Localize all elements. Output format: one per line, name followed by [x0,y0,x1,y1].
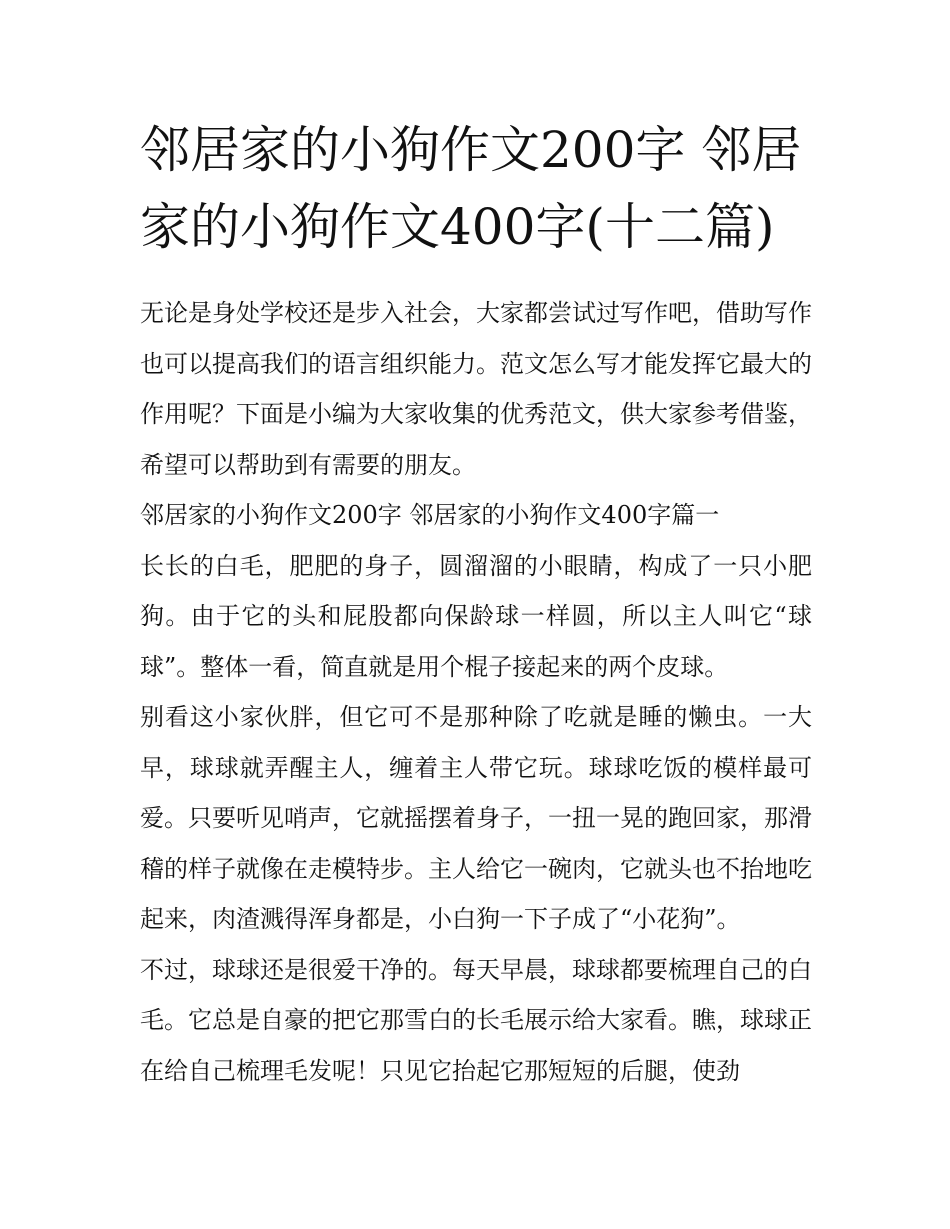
body-paragraph: 长长的白毛，肥肥的身子，圆溜溜的小眼睛，构成了一只小肥狗。由于它的头和屁股都向保龄球一样圆，所以主人叫它“球球”。整体一看，简直就是用个棍子接起来的两个皮球。 [140,551,812,681]
document-title: 邻居家的小狗作文200字 邻居家的小狗作文400字(十二篇) [140,121,802,256]
section-heading: 邻居家的小狗作文200字 邻居家的小狗作文400字篇一 [140,501,720,529]
document-body [140,288,812,1096]
body-paragraph: 别看这小家伙胖，但它可不是那种除了吃就是睡的懒虫。一大早，球球就弄醒主人，缠着主人带它玩。球球吃饭的模样最可爱。只要听见哨声，它就摇摆着身子，一扭一晃的跑回家，那滑稽的样子就像在走模特步。主人给它一碗肉，它就头也不抬地吃起来，肉渣溅得浑身都是，小白狗一下子成了“小花狗”。 [140,703,812,933]
document-page [140,112,812,1096]
body-paragraph: 不过，球球还是很爱干净的。每天早晨，球球都要梳理自己的白毛。它总是自豪的把它那雪白的长毛展示给大家看。瞧，球球正在给自己梳理毛发呢！只见它抬起它那短短的后腿，使劲 [140,955,812,1085]
intro-paragraph: 无论是身处学校还是步入社会，大家都尝试过写作吧，借助写作也可以提高我们的语言组织能力。范文怎么写才能发挥它最大的作用呢？下面是小编为大家收集的优秀范文，供大家参考借鉴，希望可以帮助到有需要的朋友。 [140,299,812,479]
